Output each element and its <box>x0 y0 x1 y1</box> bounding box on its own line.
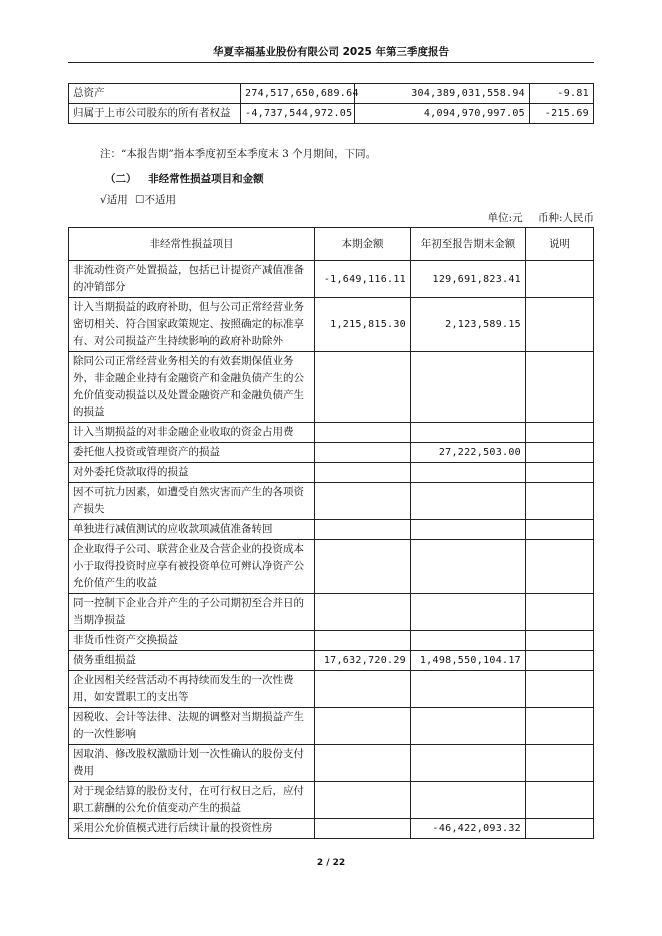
item-name: 对外委托贷款取得的损益 <box>69 463 315 483</box>
current-value: 274,517,650,689.64 <box>241 84 355 104</box>
item-note <box>526 708 594 745</box>
item-name: 单独进行减值测试的应收款项减值准备转回 <box>69 520 315 540</box>
item-note <box>526 631 594 651</box>
current-amount <box>315 483 411 520</box>
ytd-amount <box>411 463 526 483</box>
item-name: 因不可抗力因素，如遭受自然灾害而产生的各项资产损失 <box>69 483 315 520</box>
footnote: 注：“本报告期”指本季度初至本季度末 3 个月期间，下同。 <box>100 148 377 160</box>
currency-label: 币种:人民币 <box>537 212 594 224</box>
unit-line <box>476 210 594 225</box>
current-amount <box>315 594 411 631</box>
balance-table <box>68 83 594 124</box>
item-note <box>526 540 594 594</box>
current-amount: 1,215,815.30 <box>315 298 411 352</box>
ytd-amount: 1,498,550,104.17 <box>411 651 526 671</box>
current-amount <box>315 782 411 819</box>
item-name: 委托他人投资或管理资产的损益 <box>69 443 315 463</box>
ytd-amount: 27,222,503.00 <box>411 443 526 463</box>
change-percent: -215.69 <box>530 104 594 124</box>
table-row <box>69 520 594 540</box>
item-note <box>526 782 594 819</box>
current-amount <box>315 819 411 839</box>
ytd-amount: 129,691,823.41 <box>411 261 526 298</box>
item-name: 同一控制下企业合并产生的子公司期初至合并日的当期净损益 <box>69 594 315 631</box>
change-percent: -9.81 <box>530 84 594 104</box>
not-applicable-option: ☐不适用 <box>135 194 176 206</box>
table-row <box>69 423 594 443</box>
table-row <box>69 708 594 745</box>
header-current: 本期金额 <box>315 228 411 261</box>
item-note <box>526 671 594 708</box>
item-note <box>526 520 594 540</box>
ytd-amount <box>411 671 526 708</box>
item-note <box>526 443 594 463</box>
table-row <box>69 298 594 352</box>
non-recurring-items-table <box>68 227 594 839</box>
current-amount <box>315 631 411 651</box>
item-name: 债务重组损益 <box>69 651 315 671</box>
item-note <box>526 463 594 483</box>
table-row <box>69 745 594 782</box>
item-note <box>526 298 594 352</box>
item-note <box>526 651 594 671</box>
item-note <box>526 483 594 520</box>
ytd-amount <box>411 520 526 540</box>
table-row <box>69 104 594 124</box>
item-name: 因取消、修改股权激励计划一次性确认的股份支付费用 <box>69 745 315 782</box>
current-amount <box>315 352 411 423</box>
row-label: 归属于上市公司股东的所有者权益 <box>69 104 241 124</box>
item-note <box>526 352 594 423</box>
table-row <box>69 483 594 520</box>
ytd-amount <box>411 708 526 745</box>
current-amount <box>315 463 411 483</box>
item-name: 采用公允价值模式进行后续计量的投资性房 <box>69 819 315 839</box>
item-note <box>526 819 594 839</box>
applicable-option: √适用 <box>100 194 128 206</box>
current-amount <box>315 745 411 782</box>
table-row <box>69 540 594 594</box>
item-name: 非流动性资产处置损益，包括已计提资产减值准备的冲销部分 <box>69 261 315 298</box>
section-heading <box>105 171 264 186</box>
table-row <box>69 671 594 708</box>
report-header: 华夏幸福基业股份有限公司 2025 年第三季度报告 <box>212 46 450 58</box>
item-name: 企业取得子公司、联营企业及合营企业的投资成本小于取得投资时应享有被投资单位可辨认净资产公允价值产生的收益 <box>69 540 315 594</box>
item-note <box>526 594 594 631</box>
current-amount <box>315 671 411 708</box>
prior-value: 4,094,970,997.05 <box>355 104 530 124</box>
current-amount <box>315 423 411 443</box>
current-amount: 17,632,720.29 <box>315 651 411 671</box>
section-title: 非经常性损益项目和金额 <box>148 173 264 185</box>
table-row <box>69 651 594 671</box>
ytd-amount <box>411 483 526 520</box>
current-amount <box>315 520 411 540</box>
ytd-amount <box>411 594 526 631</box>
item-name: 计入当期损益的对非金融企业收取的资金占用费 <box>69 423 315 443</box>
current-amount: -1,649,116.11 <box>315 261 411 298</box>
section-number: （二） <box>105 173 137 185</box>
table-row <box>69 463 594 483</box>
item-note <box>526 261 594 298</box>
item-note <box>526 745 594 782</box>
header-item: 非经常性损益项目 <box>69 228 315 261</box>
ytd-amount <box>411 352 526 423</box>
header-note: 说明 <box>526 228 594 261</box>
header-rule <box>68 62 594 63</box>
table-row <box>69 84 594 104</box>
table-row <box>69 782 594 819</box>
table-row <box>69 594 594 631</box>
current-amount <box>315 540 411 594</box>
item-name: 除同公司正常经营业务相关的有效套期保值业务外，非金融企业持有金融资产和金融负债产生的公允价值变动损益以及处置金融资产和金融负债产生的损益 <box>69 352 315 423</box>
current-value: -4,737,544,972.05 <box>241 104 355 124</box>
item-name: 计入当期损益的政府补助，但与公司正常经营业务密切相关、符合国家政策规定、按照确定的标准享有、对公司损益产生持续影响的政府补助除外 <box>69 298 315 352</box>
table-row <box>69 819 594 839</box>
unit-label: 单位:元 <box>487 212 523 224</box>
current-amount <box>315 443 411 463</box>
current-amount <box>315 708 411 745</box>
item-name: 企业因相关经营活动不再持续而发生的一次性费用，如安置职工的支出等 <box>69 671 315 708</box>
ytd-amount <box>411 540 526 594</box>
row-label: 总资产 <box>69 84 241 104</box>
table-row <box>69 443 594 463</box>
applicability-options <box>100 192 180 207</box>
page-number: 2 / 22 <box>316 858 346 868</box>
ytd-amount: 2,123,589.15 <box>411 298 526 352</box>
prior-value: 304,389,031,558.94 <box>355 84 530 104</box>
table-row <box>69 631 594 651</box>
item-note <box>526 423 594 443</box>
table-row <box>69 261 594 298</box>
ytd-amount <box>411 631 526 651</box>
table-row <box>69 352 594 423</box>
item-name: 因税收、会计等法律、法规的调整对当期损益产生的一次性影响 <box>69 708 315 745</box>
ytd-amount: -46,422,093.32 <box>411 819 526 839</box>
item-name: 对于现金结算的股份支付，在可行权日之后，应付职工薪酬的公允价值变动产生的损益 <box>69 782 315 819</box>
ytd-amount <box>411 782 526 819</box>
table-header-row <box>69 228 594 261</box>
header-ytd: 年初至报告期末金额 <box>411 228 526 261</box>
item-name: 非货币性资产交换损益 <box>69 631 315 651</box>
ytd-amount <box>411 423 526 443</box>
ytd-amount <box>411 745 526 782</box>
